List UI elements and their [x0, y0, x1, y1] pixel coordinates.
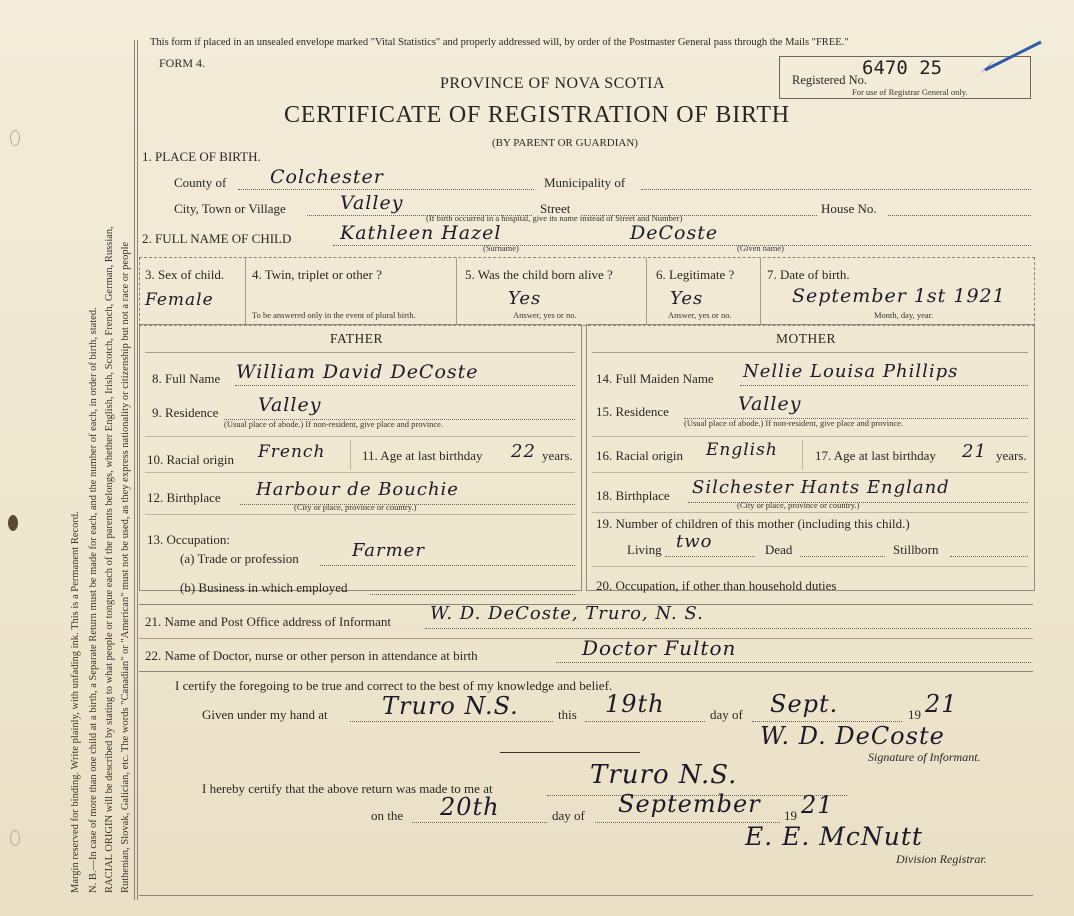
registrar-caption: Division Registrar.	[896, 852, 987, 866]
dob-value: September 1st 1921	[792, 285, 1006, 307]
dob-note: Month, day, year.	[874, 310, 934, 320]
father-heading-rule	[145, 352, 575, 353]
mother-name-line	[740, 385, 1028, 386]
father-business-label: (b) Business in which employed	[180, 580, 348, 595]
section-rule	[139, 671, 1033, 672]
father-birthplace-note: (City or place, province or country.)	[294, 502, 417, 512]
margin-border	[137, 40, 138, 900]
registrar-signature: E. E. McNutt	[745, 822, 923, 851]
return-year-value: 21	[801, 791, 834, 819]
margin-racial-note: RACIAL ORIGIN will be described by stating to what people or tongue each of the parents belongs, whether English, Irish, Scotch, French, German, Russian,	[104, 226, 115, 893]
child-given-name: Kathleen Hazel	[340, 222, 502, 244]
city-value: Valley	[340, 192, 404, 214]
mother-heading-rule	[592, 352, 1028, 353]
mother-row-divider	[802, 440, 803, 470]
informant-line	[425, 628, 1031, 629]
twin-label: 4. Twin, triplet or other ?	[252, 267, 382, 282]
house-line	[888, 215, 1031, 216]
certificate-title: CERTIFICATE OF REGISTRATION OF BIRTH	[284, 102, 790, 128]
given-place-line	[350, 721, 553, 722]
municipality-label: Municipality of	[544, 175, 626, 190]
mother-heading: MOTHER	[776, 331, 836, 346]
given-day-line	[585, 721, 705, 722]
sex-value: Female	[145, 290, 214, 310]
county-line	[238, 189, 534, 190]
mother-birthplace-label: 18. Birthplace	[596, 488, 670, 503]
doctor-value: Doctor Fulton	[582, 636, 737, 660]
father-trade-value: Farmer	[352, 540, 425, 561]
mother-birthplace-value: Silchester Hants England	[692, 477, 950, 498]
on-the-label: on the	[371, 808, 404, 823]
father-birthplace-value: Harbour de Bouchie	[256, 479, 459, 500]
return-day-value: 20th	[440, 793, 500, 821]
city-label: City, Town or Village	[174, 201, 286, 216]
mother-age-label: 17. Age at last birthday	[815, 448, 936, 463]
father-racial-value: French	[258, 442, 326, 462]
child-name-line	[333, 245, 1031, 246]
informant-signature: W. D. DeCoste	[760, 722, 945, 750]
return-label: I hereby certify that the above return was made to me at	[202, 781, 493, 796]
margin-border	[134, 40, 135, 900]
alive-note: Answer, yes or no.	[513, 310, 577, 320]
father-residence-label: 9. Residence	[152, 405, 219, 420]
father-heading: FATHER	[330, 331, 384, 346]
informant-label: 21. Name and Post Office address of Informant	[145, 614, 391, 629]
mother-residence-label: 15. Residence	[596, 404, 669, 419]
living-label: Living	[627, 542, 662, 557]
binding-mark	[10, 130, 20, 146]
mother-row-rule	[592, 436, 1028, 437]
mother-racial-label: 16. Racial origin	[596, 448, 684, 463]
return-month-value: September	[618, 790, 761, 818]
margin-nb-note: N. B.—In case of more than one child at a birth, a Separate Return must be made for each, and the number of each, in order of birth, stated.	[88, 307, 99, 893]
given-place-value: Truro N.S.	[382, 692, 519, 720]
child-name-label: 2. FULL NAME OF CHILD	[142, 231, 292, 246]
binding-mark	[10, 830, 20, 846]
dob-label: 7. Date of birth.	[767, 267, 850, 282]
mailing-notice: This form if placed in an unsealed envelope marked "Vital Statistics" and properly addressed will, by order of the Postmaster General pass through the Mails "FREE."	[150, 37, 849, 48]
father-row-rule	[145, 472, 575, 473]
mother-occupation-label: 20. Occupation, if other than household duties	[596, 578, 837, 593]
day-of-label: day of	[710, 707, 743, 722]
province-heading: PROVINCE OF NOVA SCOTIA	[440, 75, 666, 92]
county-value: Colchester	[270, 166, 384, 188]
informant-signature-caption: Signature of Informant.	[868, 750, 981, 764]
row-divider	[456, 258, 457, 324]
legitimate-note: Answer, yes or no.	[668, 310, 732, 320]
margin-racial-note-2: Ruthenian, Slovak, Galician, etc. The words "Canadian" or "American" must not be used, as they express nationality or citizenship but not a race or people	[120, 241, 131, 893]
living-value: two	[676, 531, 713, 552]
given-year-prefix: 19	[908, 707, 921, 722]
signature-rule	[500, 752, 640, 753]
given-name-caption: (Given name)	[737, 243, 784, 253]
doctor-line	[556, 662, 1031, 663]
registered-number: 6470 25	[862, 57, 943, 79]
mother-residence-value: Valley	[738, 393, 802, 415]
informant-value: W. D. DeCoste, Truro, N. S.	[430, 603, 704, 624]
child-surname: DeCoste	[630, 222, 719, 244]
father-racial-label: 10. Racial origin	[147, 452, 235, 467]
street-label: Street	[540, 201, 571, 216]
county-label: County of	[174, 175, 227, 190]
place-of-birth-heading: 1. PLACE OF BIRTH.	[142, 149, 261, 164]
certificate-subtitle: (BY PARENT OR GUARDIAN)	[492, 137, 638, 149]
arrow-mark-icon	[965, 38, 1045, 80]
mother-years: years.	[996, 448, 1027, 463]
row-divider	[245, 258, 246, 324]
legitimate-label: 6. Legitimate ?	[656, 267, 735, 282]
twin-note: To be answered only in the event of plural birth.	[252, 310, 416, 320]
mother-name-label: 14. Full Maiden Name	[596, 371, 714, 386]
certify-statement: I certify the foregoing to be true and correct to the best of my knowledge and belief.	[175, 678, 613, 693]
father-row-rule	[145, 436, 575, 437]
father-residence-note: (Usual place of abode.) If non-resident, give place and province.	[224, 419, 444, 429]
father-name-label: 8. Full Name	[152, 371, 221, 386]
mother-row-rule	[592, 472, 1028, 473]
father-trade-line	[320, 565, 575, 566]
margin-binding-note: Margin reserved for binding. Write plainly, with unfading ink. This is a Permanent Record.	[70, 511, 81, 893]
father-trade-label: (a) Trade or profession	[180, 551, 299, 566]
father-name-value: William David DeCoste	[236, 361, 479, 383]
mother-name-value: Nellie Louisa Phillips	[743, 361, 959, 382]
given-year-value: 21	[925, 690, 958, 718]
father-business-line	[370, 594, 575, 595]
alive-label: 5. Was the child born alive ?	[465, 267, 613, 282]
stillborn-line	[950, 556, 1028, 557]
mother-row-rule	[592, 566, 1028, 567]
mother-age-value: 21	[962, 441, 987, 462]
registrar-only-note: For use of Registrar General only.	[852, 87, 968, 97]
dead-line	[800, 556, 885, 557]
father-occupation-label: 13. Occupation:	[147, 532, 231, 547]
house-no-label: House No.	[821, 201, 877, 216]
return-place-value: Truro N.S.	[590, 760, 738, 790]
dead-label: Dead	[765, 542, 793, 557]
father-age-label: 11. Age at last birthday	[362, 448, 483, 463]
row-divider	[760, 258, 761, 324]
father-row-divider	[350, 440, 351, 470]
mother-row-rule	[592, 512, 1028, 513]
mother-residence-note: (Usual place of abode.) If non-resident, give place and province.	[684, 418, 904, 428]
father-residence-value: Valley	[258, 394, 322, 416]
mother-birthplace-note: (City or place, province or country.)	[737, 500, 860, 510]
father-age-value: 22	[511, 441, 536, 462]
father-years: years.	[542, 448, 573, 463]
given-day-value: 19th	[605, 690, 665, 718]
return-day-line	[412, 822, 547, 823]
sex-label: 3. Sex of child.	[145, 267, 225, 282]
row-divider	[646, 258, 647, 324]
alive-value: Yes	[508, 288, 542, 309]
binding-hole	[8, 515, 18, 531]
mother-children-label: 19. Number of children of this mother (including this child.)	[596, 516, 910, 531]
bottom-rule	[139, 895, 1033, 896]
doctor-label: 22. Name of Doctor, nurse or other person in attendance at birth	[145, 648, 478, 663]
given-month-value: Sept.	[770, 690, 839, 718]
return-year-prefix: 19	[784, 808, 797, 823]
form-number: FORM 4.	[159, 56, 206, 70]
father-name-line	[235, 385, 575, 386]
hospital-note: (If birth occurred in a hospital, give its name instead of Street and Number)	[426, 213, 683, 223]
living-line	[665, 556, 755, 557]
stillborn-label: Stillborn	[893, 542, 939, 557]
father-row-rule	[145, 514, 575, 515]
father-birthplace-label: 12. Birthplace	[147, 490, 221, 505]
this-label: this	[558, 707, 577, 722]
registered-label: Registered No.	[792, 73, 867, 87]
return-day-of-label: day of	[552, 808, 585, 823]
legitimate-value: Yes	[670, 288, 704, 309]
municipality-line	[641, 189, 1031, 190]
surname-caption: (Surname)	[483, 243, 519, 253]
mother-racial-value: English	[706, 440, 778, 460]
given-under-label: Given under my hand at	[202, 707, 328, 722]
